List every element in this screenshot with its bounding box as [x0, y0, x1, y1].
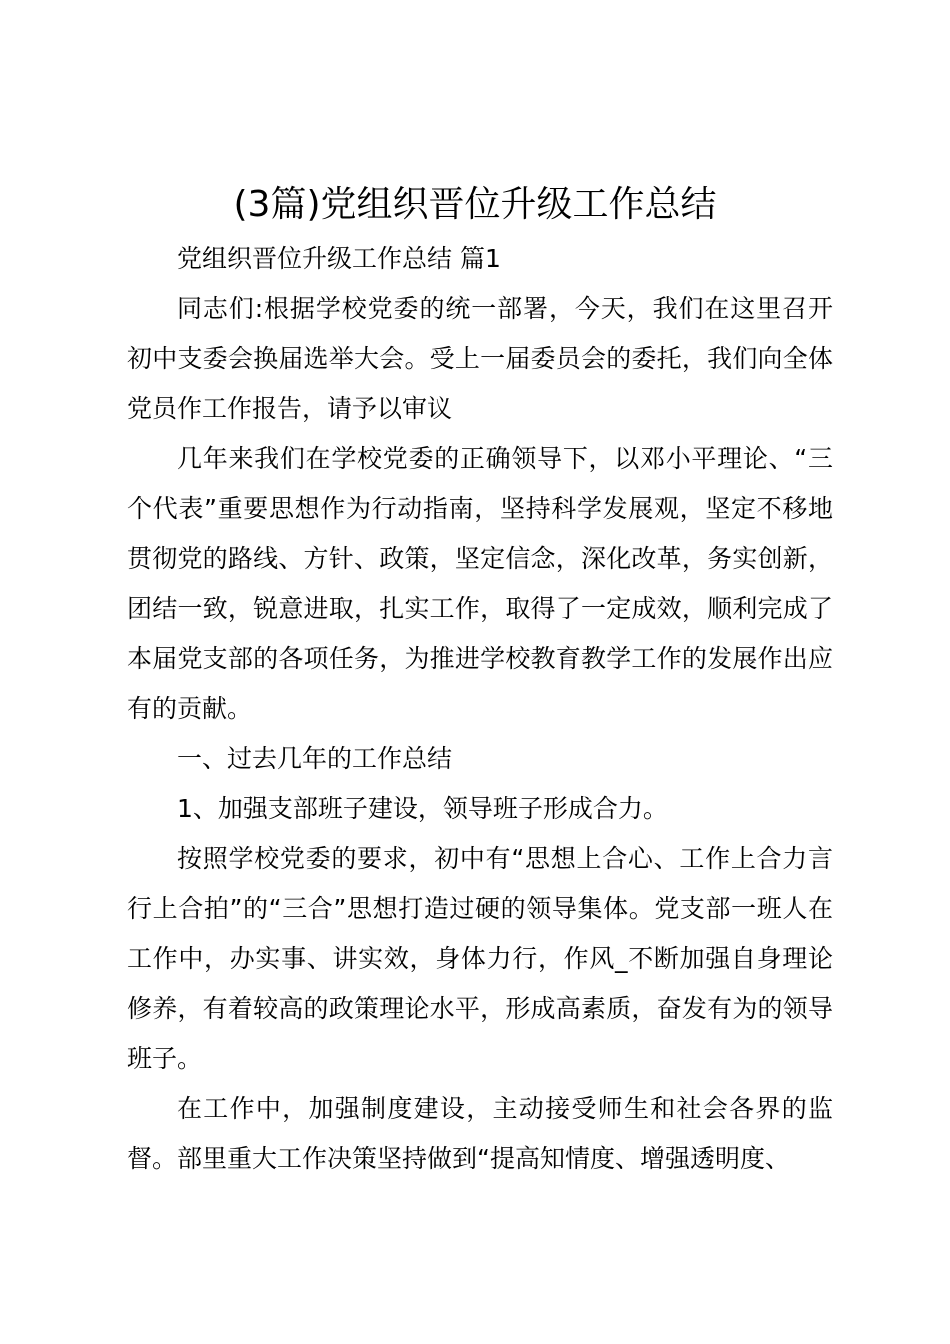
document-title: (3篇)党组织晋位升级工作总结 [233, 184, 717, 225]
document-body [127, 234, 833, 1184]
paragraph: 几年来我们在学校党委的正确领导下，以邓小平理论、“三个代表”重要思想作为行动指南，坚持科学发展观，坚定不移地贯彻党的路线、方针、政策，坚定信念，深化改革，务实创新，团结一致，锐意进取，扎实工作，取得了一定成效，顺利完成了本届党支部的各项任务，为推进学校教育教学工作的发展作出应有的贡献。 [127, 444, 833, 723]
section-heading: 党组织晋位升级工作总结 篇1 [177, 244, 501, 273]
section-heading: 一、过去几年的工作总结 [177, 744, 453, 773]
paragraph: 按照学校党委的要求，初中有“思想上合心、工作上合力言行上合拍”的“三合”思想打造过硬的领导集体。党支部一班人在工作中，办实事、讲实效，身体力行，作风_不断加强自身理论修养，有着较高的政策理论水平，形成高素质，奋发有为的领导班子。 [127, 844, 833, 1073]
subsection-heading: 1、加强支部班子建设，领导班子形成合力。 [177, 794, 668, 823]
paragraph: 在工作中，加强制度建设，主动接受师生和社会各界的监督。部里重大工作决策坚持做到“提高知情度、增强透明度、 [127, 1094, 833, 1173]
paragraph: 同志们:根据学校党委的统一部署，今天，我们在这里召开初中支委会换届选举大会。受上一届委员会的委托，我们向全体党员作工作报告，请予以审议 [127, 294, 833, 423]
